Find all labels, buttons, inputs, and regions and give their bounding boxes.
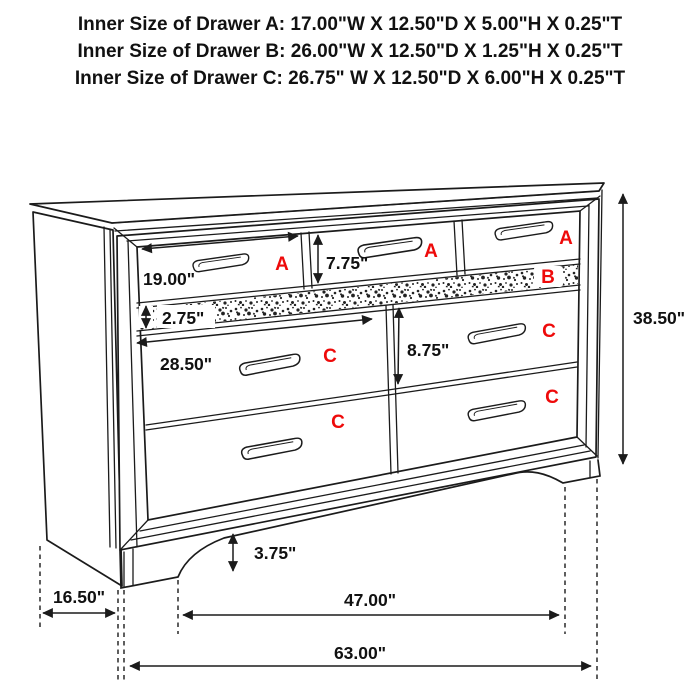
label-drawer-a2: A (424, 241, 438, 262)
header-line-drawer-c: Inner Size of Drawer C: 26.75" W X 12.50"D X 6.00"H X 0.25"T (74, 68, 626, 89)
label-drawer-c2: C (542, 321, 556, 342)
label-band-b: B (541, 267, 555, 288)
label-drawer-a1: A (275, 254, 289, 275)
dim-label-overall-height: 38.50" (633, 308, 686, 328)
header-line-drawer-a: Inner Size of Drawer A: 17.00"W X 12.50"D X 5.00"H X 0.25"T (77, 14, 623, 35)
dresser-side-panel (33, 212, 122, 586)
label-drawer-c4: C (545, 387, 559, 408)
dim-label-leg-span: 47.00" (343, 590, 397, 610)
dim-label-foot-height: 3.75" (254, 543, 297, 563)
dim-arrow-drawer-c-height (398, 308, 399, 384)
header-text (75, 14, 626, 89)
dim-label-drawer-a-width: 19.00" (143, 269, 196, 289)
dim-label-overall-width: 63.00" (333, 643, 387, 663)
dresser-drawing (30, 183, 604, 588)
dim-label-drawer-c-height: 8.75" (407, 340, 450, 360)
label-drawer-a3: A (559, 228, 573, 249)
label-drawer-c3: C (331, 412, 345, 433)
dim-label-drawer-a-height: 7.75" (326, 253, 369, 273)
dim-label-drawer-c-width: 28.50" (160, 354, 213, 374)
label-drawer-c1: C (323, 346, 337, 367)
dim-label-band-b-height: 2.75" (162, 308, 205, 328)
header-line-drawer-b: Inner Size of Drawer B: 26.00"W X 12.50"D X 1.25"H X 0.25"T (77, 41, 623, 62)
dim-label-depth: 16.50" (52, 587, 106, 607)
